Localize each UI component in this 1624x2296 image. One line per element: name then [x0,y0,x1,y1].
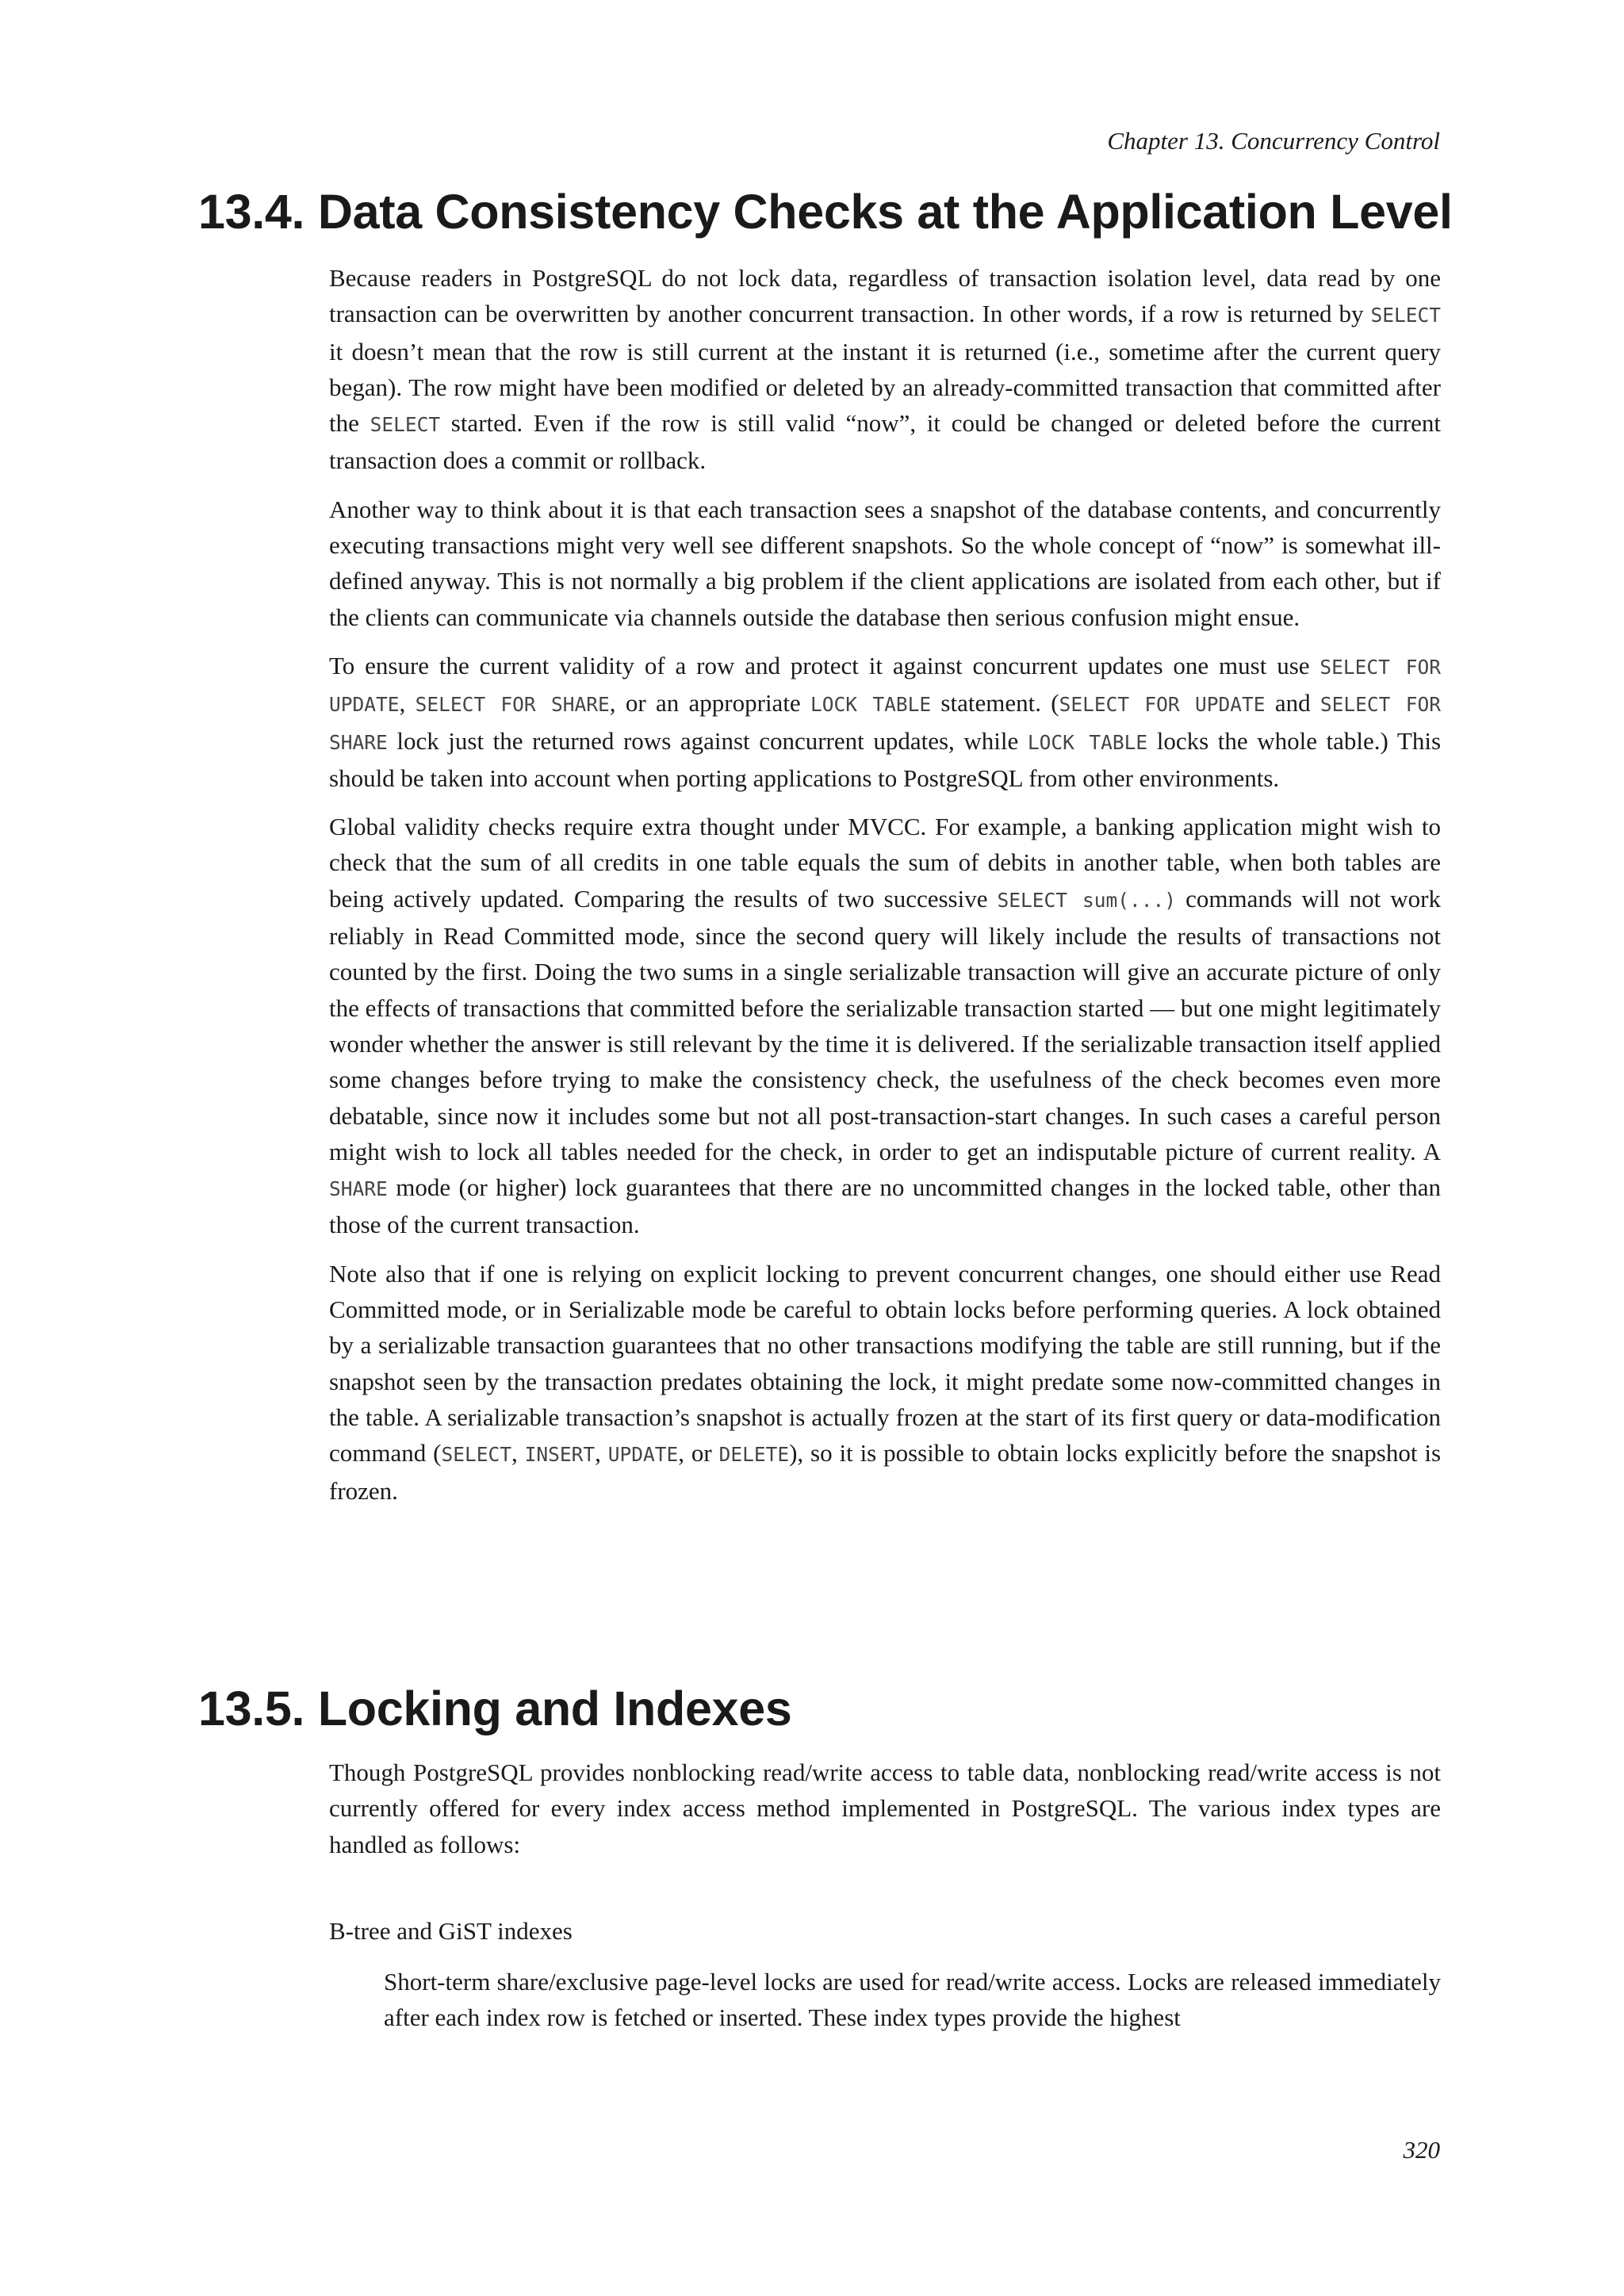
section-heading-13-5: 13.5. Locking and Indexes [198,1682,792,1735]
code-update: UPDATE [607,1443,679,1467]
paragraph-1: Because readers in PostgreSQL do not lock data, regardless of transaction isolation level, data read by one transaction can be overwritten by another concurrent transaction. In other words, if a row is returned by SELECT it doesn’t mean that the row is still current at the instant it is returned (i.e., sometime after the current query began). The row might have been modified or deleted by an already-committed transaction that committed after the SELECT started. Even if the row is still valid “now”, it could be changed or deleted before the current transaction does a commit or rollback. [329,264,1441,475]
section-13-4-body [329,260,1441,1521]
code-delete: DELETE [718,1443,790,1467]
code-lock-table: LOCK TABLE [810,693,932,717]
definition-body [384,1964,1441,2049]
section-13-5-body [329,1755,1441,1875]
section-heading-13-4: 13.4. Data Consistency Checks at the Application Level [198,185,1453,239]
running-header: Chapter 13. Concurrency Control [1107,127,1440,155]
code-select-for-share: SELECT FOR SHARE [329,693,1441,754]
page-number: 320 [1403,2136,1440,2164]
paragraph-5: Note also that if one is relying on explicit locking to prevent concurrent changes, one should either use Read Committed mode, or in Serializable mode be careful to obtain locks before performing queries. A lock obtained by a serializable transaction guarantees that no other transactions modifying the table are still running, but if the snapshot seen by the transaction predates obtaining the lock, it might predate some now-committed changes in the table. A serializable transaction’s snapshot is actually frozen at the start of its first query or data-modification command (SELECT, INSERT, UPDATE, or DELETE), so it is possible to obtain locks explicitly before the snapshot is frozen. [329,1259,1442,1505]
code-lock-table: LOCK TABLE [1027,730,1148,754]
paragraph-3: To ensure the current validity of a row and protect it against concurrent updates one must use SELECT FOR UPDATE, SELECT FOR SHARE, or an appropriate LOCK TABLE statement. (SELECT FOR UPDATE and SELECT FOR SHARE lock just the returned rows against concurrent updates, while LOCK TABLE locks the whole table.) This should be taken into account when porting applications to PostgreSQL from other environments. [329,651,1442,792]
definition-text: Short-term share/exclusive page-level locks are used for read/write access. Locks are released immediately after each index row is fetched or inserted. These index types provide the highest [384,1968,1441,2032]
code-share: SHARE [329,1177,388,1201]
paragraph-4: Global validity checks require extra thought under MVCC. For example, a banking application might wish to check that the sum of all credits in one table equals the sum of debits in another table, when both tables are being actively updated. Comparing the results of two successive SELECT sum(...) commands will not work reliably in Read Committed mode, since the second query will likely include the results of transactions not counted by the first. Doing the two sums in a single serializable transaction will give an accurate picture of only the effects of transactions that committed before the serializable transaction started — but one might legitimately wonder whether the answer is still relevant by the time it is delivered. If the serializable transaction itself applied some changes before trying to make the consistency check, the usefulness of the check becomes even more debatable, since now it includes some but not all post-transaction-start changes. In such cases a careful person might wish to lock all tables needed for the check, in order to get an indisputable picture of current reality. A SHARE mode (or higher) lock guarantees that there are no uncommitted changes in the locked table, other than those of the current transaction. [329,813,1442,1239]
definition-term: B-tree and GiST indexes [329,1917,573,1945]
code-select: SELECT [1370,304,1441,327]
paragraph-2: Another way to think about it is that each transaction sees a snapshot of the database contents, and concurrently executing transactions might very well see different snapshots. So the whole concept of “now” is somewhat ill-defined anyway. This is not normally a big problem if the client applications are isolated from each other, but if the clients can communicate via channels outside the database then serious confusion might ensue. [329,495,1441,631]
code-select: SELECT [441,1443,511,1467]
code-select-for-share: SELECT FOR SHARE [415,693,610,717]
code-select-for-update: SELECT FOR UPDATE [1059,693,1266,717]
code-insert: INSERT [524,1443,596,1467]
code-select-for-update: SELECT FOR UPDATE [329,655,1442,717]
code-select-sum: SELECT sum(...) [997,888,1177,912]
paragraph-intro: Though PostgreSQL provides nonblocking read/write access to table data, nonblocking read/write access is not currently offered for every index access method implemented in PostgreSQL. The various index types are handled as follows: [329,1758,1441,1858]
code-select: SELECT [370,413,441,437]
